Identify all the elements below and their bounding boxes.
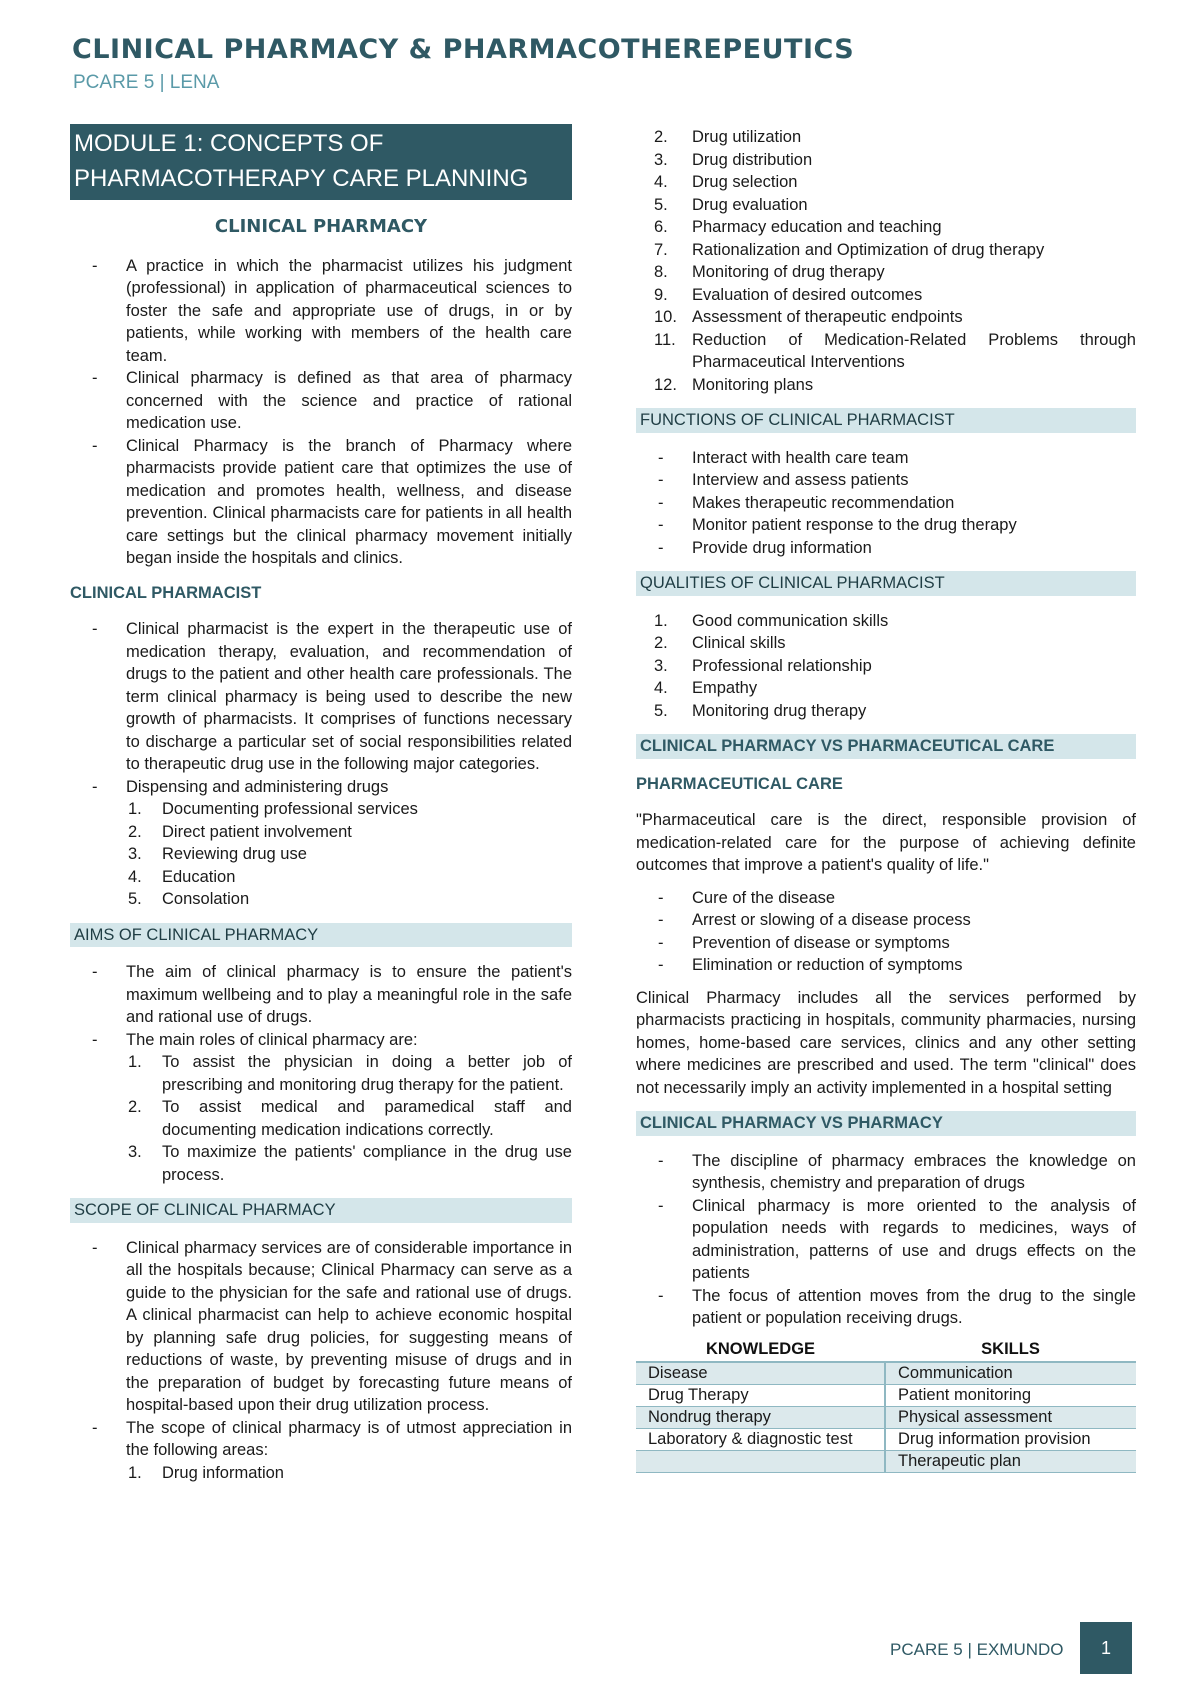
aims-heading: AIMS OF CLINICAL PHARMACY (70, 923, 572, 948)
list-item: 3. To maximize the patients' compliance in the drug use process. (128, 1143, 572, 1184)
functions-list (636, 447, 1136, 560)
scope-points (70, 1237, 572, 1462)
pharmaceutical-care-heading: PHARMACEUTICAL CARE (636, 774, 843, 793)
list-item: 4. Education (128, 867, 236, 886)
list-item: 10. Assessment of therapeutic endpoints (654, 308, 963, 326)
vs-pharmaceutical-care-heading: CLINICAL PHARMACY VS PHARMACEUTICAL CARE (636, 734, 1136, 759)
list-item: - Makes therapeutic recommendation (636, 492, 1136, 515)
list-item: 12. Monitoring plans (654, 375, 814, 394)
list-item (70, 776, 572, 799)
qualities-heading: QUALITIES OF CLINICAL PHARMACIST (636, 571, 1136, 596)
list-item: 3. Professional relationship (654, 656, 872, 675)
pharmaceutical-care-quote: "Pharmaceutical care is the direct, responsible provision of medication-related care for the purpose of achieving definite outcomes that improve a patient's quality of life." (636, 811, 1136, 874)
list-item: - Clinical Pharmacy is the branch of Pharmacy where pharmacists provide patient care that optimizes the use of medication and promotes health, wellness, and disease prevention. Clinical pharmacists care for patients in all health care settings but the clinical pharmacy movement initially began inside the hospitals and clinics. (70, 435, 572, 570)
clinical-pharmacy-paragraph: Clinical Pharmacy includes all the services performed by pharmacists practicing in hospitals, community pharmacies, nursing homes, home-based care services, clinics and any other setting where medicines are prescribed and used. The term "clinical" does not necessarily imply an activity implemented in a hospital setting (636, 988, 1136, 1097)
table-row: Therapeutic plan (636, 1451, 1136, 1473)
list-item: - The aim of clinical pharmacy is to ensure the patient's maximum wellbeing and to play a meaningful role in the safe and rational use of drugs. (70, 961, 572, 1029)
list-item: - A practice in which the pharmacist utilizes his judgment (professional) in application of pharmaceutical sciences to foster the safe and appropriate use of drugs, in or by patients, while working with members of the health care team. (70, 255, 572, 368)
module-title: MODULE 1: CONCEPTS OF PHARMACOTHERAPY CARE PLANNING (70, 124, 572, 200)
list-item: 2. Direct patient involvement (128, 822, 352, 841)
table-header: SKILLS (885, 1338, 1136, 1363)
outcomes-list (636, 887, 1136, 977)
list-item: 11. Reduction of Medication-Related Problems through Pharmaceutical Interventions (654, 330, 1136, 371)
table-header: KNOWLEDGE (636, 1338, 885, 1363)
clinical-pharmacy-points (70, 255, 572, 570)
list-item: 1. Drug information (128, 1463, 284, 1482)
list-item: - Monitor patient response to the drug therapy (636, 514, 1136, 537)
table-row: Nondrug therapy Physical assessment (636, 1407, 1136, 1429)
scope-areas-list-start (70, 1462, 572, 1485)
document-title: CLINICAL PHARMACY & PHARMACOTHEREPEUTICS (72, 34, 855, 65)
list-item: - Provide drug information (636, 537, 1136, 560)
list-item: - Clinical pharmacy services are of considerable importance in all the hospitals because; Clinical Pharmacy can serve as a guide to the physician for the safe and rational use of drugs. A clinical pharmacist can help to achieve economic hospital by planning safe drug policies, for suggesting means of reductions of waste, by preventing misuse of drugs and in the preparation of budget by forecasting future means of hospital-based upon their drug utilization process. (70, 1237, 572, 1417)
list-item: 4. Empathy (654, 679, 758, 697)
table-row: Laboratory & diagnostic test Drug information provision (636, 1429, 1136, 1451)
list-item: - The main roles of clinical pharmacy are: (70, 1029, 572, 1052)
list-item: 5. Monitoring drug therapy (654, 701, 867, 720)
list-item: 5. Drug evaluation (654, 195, 808, 214)
list-item: - Prevention of disease or symptoms (636, 932, 1136, 955)
list-item: 8. Monitoring of drug therapy (654, 263, 885, 281)
knowledge-skills-table (636, 1338, 1136, 1474)
document-subtitle: PCARE 5 | LENA (73, 72, 220, 93)
clinical-pharmacist-points (70, 618, 572, 798)
list-item: 2. To assist medical and paramedical staff and documenting medication indications correctly. (128, 1098, 572, 1139)
vs-pharmacy-heading: CLINICAL PHARMACY VS PHARMACY (636, 1111, 1136, 1136)
list-item: 2. Clinical skills (654, 634, 786, 652)
footer-text: PCARE 5 | EXMUNDO (890, 1640, 1064, 1659)
list-item: - The focus of attention moves from the drug to the single patient or population receiving drugs. (636, 1285, 1136, 1330)
list-item: - The scope of clinical pharmacy is of utmost appreciation in the following areas: (70, 1417, 572, 1462)
list-item: 7. Rationalization and Optimization of drug therapy (654, 240, 1045, 259)
table-row: Drug Therapy Patient monitoring (636, 1385, 1136, 1407)
list-item: - Clinical pharmacy is defined as that area of pharmacy concerned with the science and practice of rational medication use. (70, 367, 572, 435)
list-item: 4. Drug selection (654, 173, 798, 191)
list-item: 1. Good communication skills (654, 611, 889, 630)
list-item: - Clinical pharmacist is the expert in the therapeutic use of medication therapy, evaluation, and recommendation of drugs to the patient and other health care professionals. The term clinical pharmacy is being used to describe the new growth of pharmacists. It comprises of functions necessary to discharge a particular set of social responsibilities related to therapeutic drug use in the following major categories. (70, 618, 572, 776)
list-item-text: Dispensing and administering drugs (126, 777, 389, 796)
list-item: - Arrest or slowing of a disease process (636, 909, 1136, 932)
list-item: 1. To assist the physician in doing a better job of prescribing and monitoring drug therapy for the patient. (128, 1053, 572, 1094)
page-number: 1 (1080, 1622, 1132, 1674)
list-item: - Interact with health care team (636, 447, 1136, 470)
list-item: 3. Reviewing drug use (128, 845, 307, 863)
scope-heading: SCOPE OF CLINICAL PHARMACY (70, 1198, 572, 1223)
aims-points (70, 961, 572, 1051)
list-item: - Cure of the disease (636, 887, 1136, 910)
clinical-pharmacy-heading: CLINICAL PHARMACY (214, 216, 428, 237)
table-row: Disease Communication (636, 1362, 1136, 1385)
list-item: 9. Evaluation of desired outcomes (654, 285, 923, 304)
right-column (636, 126, 1136, 1473)
list-item: 5. Consolation (128, 890, 250, 908)
list-item: 6. Pharmacy education and teaching (654, 218, 942, 236)
roles-list (70, 1051, 572, 1186)
list-item: - The discipline of pharmacy embraces the knowledge on synthesis, chemistry and preparation of drugs (636, 1150, 1136, 1195)
scope-areas-list-continued (636, 126, 1136, 396)
categories-list (70, 798, 572, 911)
list-item: 3. Drug distribution (654, 150, 813, 169)
list-item: - Elimination or reduction of symptoms (636, 954, 1136, 977)
qualities-list (636, 610, 1136, 723)
list-item: - Clinical pharmacy is more oriented to the analysis of population needs with regards to medicines, ways of administration, patterns of use and drugs effects on the patients (636, 1195, 1136, 1285)
vs-pharmacy-points (636, 1150, 1136, 1330)
functions-heading: FUNCTIONS OF CLINICAL PHARMACIST (636, 408, 1136, 433)
clinical-pharmacist-heading: CLINICAL PHARMACIST (70, 583, 262, 602)
list-item: 1. Documenting professional services (128, 800, 418, 818)
list-item: 2. Drug utilization (654, 128, 802, 146)
left-column (70, 124, 572, 1484)
list-item: - Interview and assess patients (636, 469, 1136, 492)
